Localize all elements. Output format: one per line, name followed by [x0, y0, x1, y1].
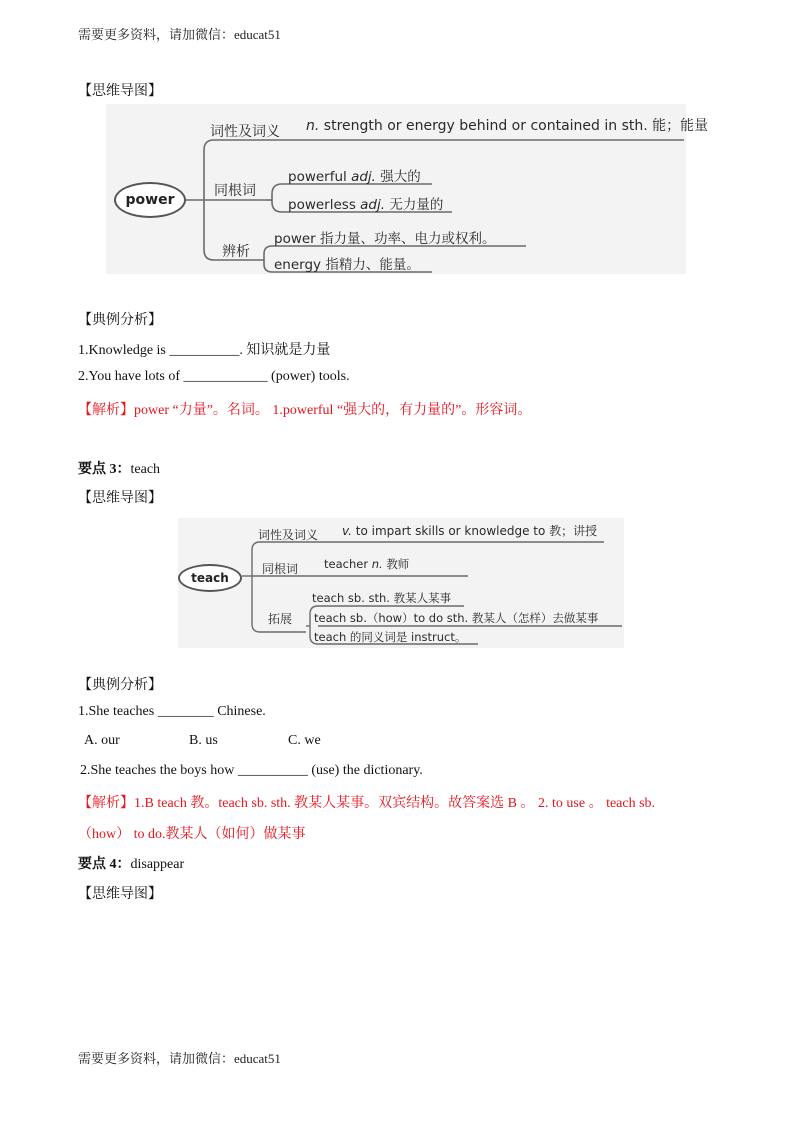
definition-line: [342, 522, 597, 539]
distinguish-item-power: power 指力量、功率、电力或权利。: [274, 231, 496, 247]
key-point-3: [78, 458, 160, 478]
question-2: 2.You have lots of ____________ (power) tools.: [78, 369, 350, 384]
distinguish-item-energy: energy 指精力、能量。: [274, 257, 420, 273]
cognate-pos: adj.: [351, 169, 376, 185]
cognate-item-powerful: [288, 165, 421, 185]
key-point-word: teach: [130, 462, 161, 477]
extend-item-3: teach 的同义词是 instruct。: [314, 630, 467, 644]
examples-heading: 【典例分析】: [78, 313, 162, 328]
key-point-4: [78, 853, 184, 873]
power-root-node: power: [114, 182, 186, 218]
teach-root-node: teach: [178, 564, 242, 592]
cognate-pos: n.: [371, 557, 383, 571]
mindmap-heading: 【思维导图】: [78, 491, 162, 506]
cognate-meaning: 教师: [386, 557, 410, 571]
definition-pos: n.: [306, 118, 320, 134]
definition-line: [306, 115, 708, 135]
cognate-word: powerful: [288, 169, 347, 185]
power-mindmap: [106, 104, 709, 274]
extend-item-1: teach sb. sth. 教某人某事: [312, 591, 452, 605]
analysis-text: 【解析】power “力量”。名词。 1.powerful “强大的，有力量的”。形容词。: [78, 403, 532, 418]
teach-mindmap: [178, 518, 624, 648]
definition-text: to impart skills or knowledge to 教；讲授: [355, 524, 598, 538]
examples-heading: 【典例分析】: [78, 678, 162, 693]
branch-pos-meaning: 词性及词义: [258, 528, 319, 542]
cognate-word: powerless: [288, 197, 356, 213]
definition-text: strength or energy behind or contained in sth. 能；能量: [323, 118, 709, 134]
key-point-label: 要点 4：: [78, 857, 131, 872]
definition-pos: v.: [342, 524, 352, 538]
cognate-word: teacher: [324, 557, 369, 571]
key-point-label: 要点 3：: [78, 462, 131, 477]
question-1: 1.She teaches ________ Chinese.: [78, 704, 266, 719]
cognate-meaning: 无力量的: [389, 197, 444, 213]
option-a: A. our: [84, 733, 120, 748]
page-footer: 需要更多资料，请加微信：educat51: [78, 1051, 281, 1066]
branch-cognate: 同根词: [262, 562, 299, 576]
option-b: B. us: [189, 733, 218, 748]
cognate-meaning: 强大的: [380, 169, 421, 185]
analysis-text-line-2: （how） to do.教某人（如何）做某事: [78, 827, 306, 842]
question-2: 2.She teaches the boys how __________ (use) the dictionary.: [80, 763, 423, 778]
question-1: 1.Knowledge is __________. 知识就是力量: [78, 343, 331, 358]
cognate-item-powerless: [288, 193, 443, 213]
mindmap-heading: 【思维导图】: [78, 84, 162, 99]
analysis-text-line-1: 【解析】1.B teach 教。teach sb. sth. 教某人某事。双宾结构。故答案选 B 。 2. to use 。 teach sb.: [78, 796, 656, 811]
branch-pos-meaning: 词性及词义: [210, 124, 280, 140]
branch-extend: 拓展: [268, 612, 293, 626]
branch-cognate: 同根词: [214, 183, 256, 199]
option-c: C. we: [288, 733, 321, 748]
page-header: 需要更多资料，请加微信：educat51: [78, 27, 281, 42]
cognate-item-teacher: [324, 556, 409, 572]
key-point-word: disappear: [130, 857, 185, 872]
branch-distinguish: 辨析: [222, 244, 250, 260]
mindmap-heading: 【思维导图】: [78, 887, 162, 902]
extend-item-2: teach sb.（how）to do sth. 教某人（怎样）去做某事: [314, 611, 599, 625]
cognate-pos: adj.: [360, 197, 386, 213]
